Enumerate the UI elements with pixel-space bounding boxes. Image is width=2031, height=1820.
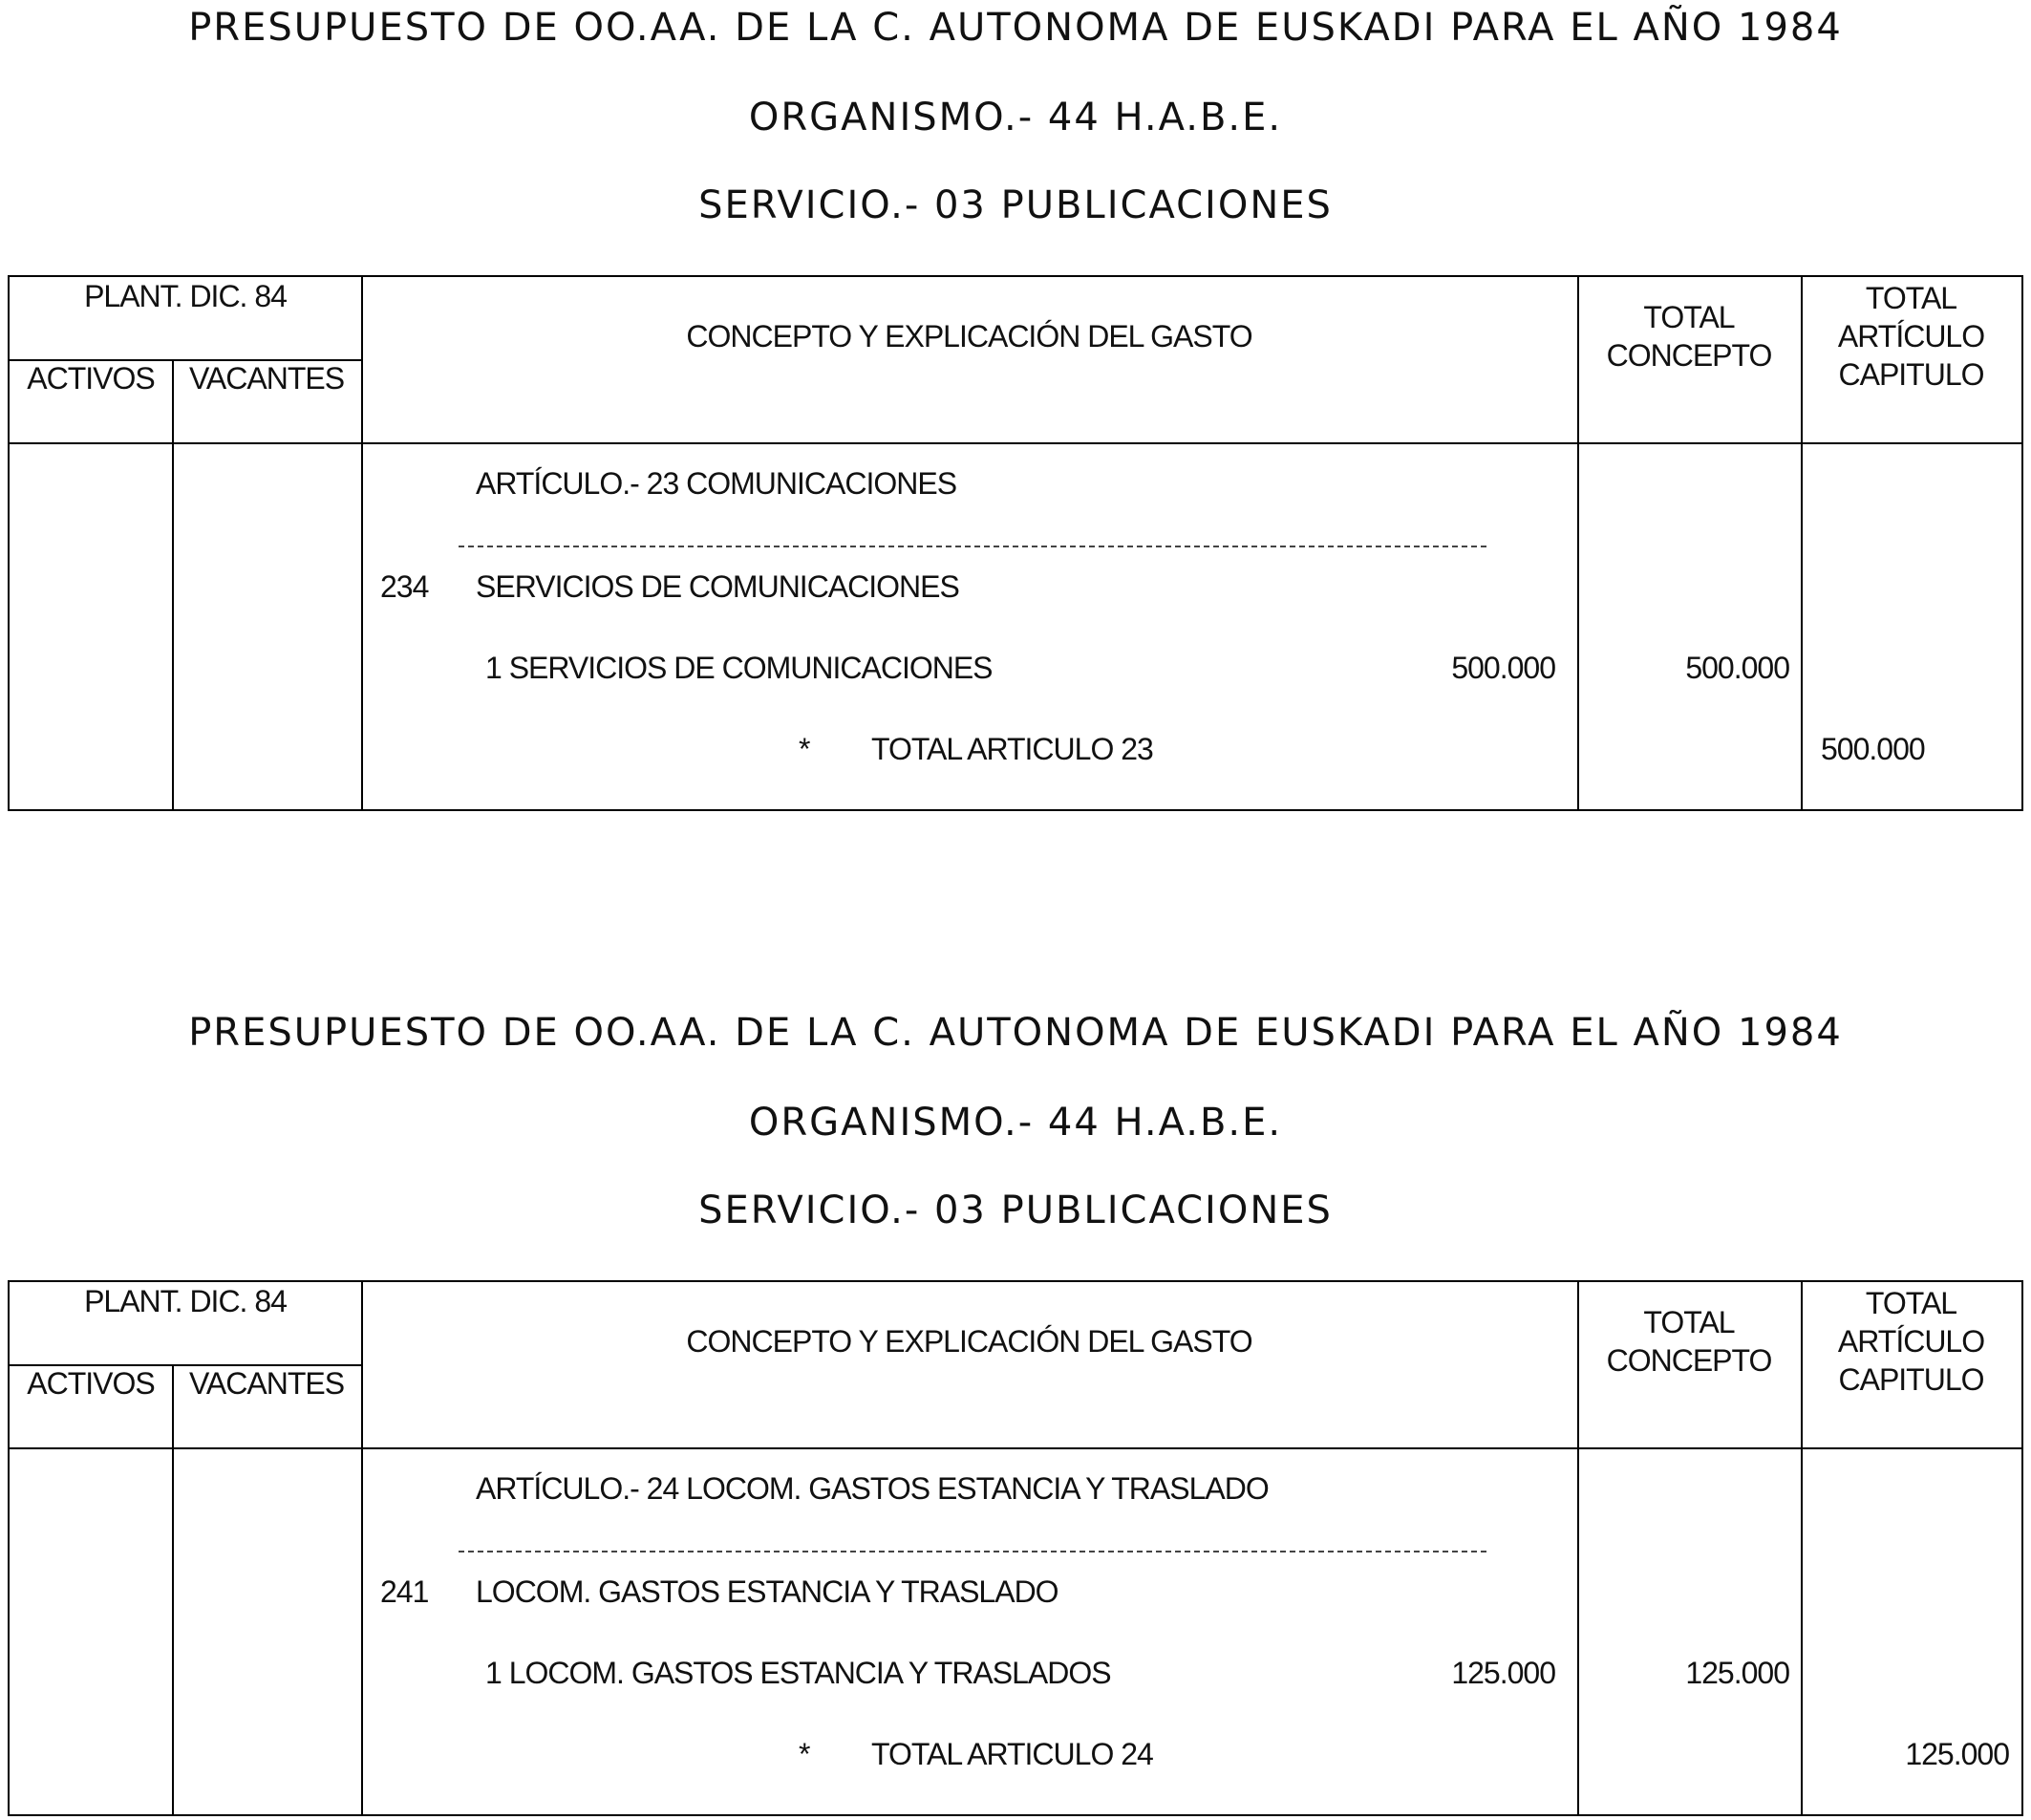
subconcepto-amount: 500.000	[1451, 651, 1555, 685]
concepto-code: 234	[380, 569, 429, 604]
total-articulo-header-line1: TOTAL	[1865, 1286, 1957, 1320]
total-articulo-label: TOTAL ARTICULO 24	[871, 1737, 1153, 1771]
total-articulo-header-line1: TOTAL	[1865, 281, 1957, 315]
plant-header: PLANT. DIC. 84	[84, 279, 287, 313]
total-concepto-header-line2: CONCEPTO	[1606, 1343, 1772, 1378]
total-articulo-header-line3: CAPITULO	[1838, 1362, 1984, 1397]
budget-section-2	[0, 1005, 2031, 1820]
concepto-code: 241	[380, 1574, 429, 1609]
total-concepto-header-line1: TOTAL	[1643, 1305, 1735, 1339]
total-concepto-value: 500.000	[1685, 651, 1789, 685]
total-concepto-value: 125.000	[1685, 1656, 1789, 1690]
subconcepto-amount: 125.000	[1451, 1656, 1555, 1690]
dashed-separator	[459, 1551, 1486, 1552]
total-marker: *	[799, 732, 810, 766]
concepto-header: CONCEPTO Y EXPLICACIÓN DEL GASTO	[686, 319, 1252, 353]
total-articulo-value: 125.000	[1905, 1737, 2009, 1771]
articulo-title: ARTÍCULO.- 23 COMUNICACIONES	[476, 466, 957, 501]
total-concepto-header-line2: CONCEPTO	[1606, 338, 1772, 373]
total-concepto-header-line1: TOTAL	[1643, 300, 1735, 334]
activos-header: ACTIVOS	[27, 1366, 155, 1401]
document-title: PRESUPUESTO DE OO.AA. DE LA C. AUTONOMA DE EUSKADI PARA EL AÑO 1984	[188, 6, 1843, 50]
organismo-heading: ORGANISMO.- 44 H.A.B.E.	[748, 96, 1283, 139]
servicio-heading: SERVICIO.- 03 PUBLICACIONES	[698, 183, 1333, 227]
concepto-name: LOCOM. GASTOS ESTANCIA Y TRASLADO	[476, 1574, 1058, 1609]
articulo-title: ARTÍCULO.- 24 LOCOM. GASTOS ESTANCIA Y TRASLADO	[476, 1471, 1269, 1506]
dashed-separator	[459, 546, 1486, 547]
activos-header: ACTIVOS	[27, 361, 155, 396]
concepto-name: SERVICIOS DE COMUNICACIONES	[476, 569, 959, 604]
document-title: PRESUPUESTO DE OO.AA. DE LA C. AUTONOMA DE EUSKADI PARA EL AÑO 1984	[188, 1011, 1843, 1055]
subconcepto-name: 1 SERVICIOS DE COMUNICACIONES	[485, 651, 993, 685]
total-marker: *	[799, 1737, 810, 1771]
organismo-heading: ORGANISMO.- 44 H.A.B.E.	[748, 1101, 1283, 1145]
total-articulo-header-line2: ARTÍCULO	[1837, 1324, 1985, 1359]
total-articulo-header-line3: CAPITULO	[1838, 357, 1984, 392]
budget-section-1	[0, 0, 2031, 822]
vacantes-header: VACANTES	[188, 361, 345, 396]
total-articulo-header-line2: ARTÍCULO	[1837, 319, 1985, 353]
concepto-header: CONCEPTO Y EXPLICACIÓN DEL GASTO	[686, 1324, 1252, 1359]
total-articulo-label: TOTAL ARTICULO 23	[871, 732, 1153, 766]
plant-header: PLANT. DIC. 84	[84, 1284, 287, 1318]
total-articulo-value: 500.000	[1821, 732, 1925, 766]
servicio-heading: SERVICIO.- 03 PUBLICACIONES	[698, 1188, 1333, 1232]
subconcepto-name: 1 LOCOM. GASTOS ESTANCIA Y TRASLADOS	[485, 1656, 1111, 1690]
budget-table	[8, 275, 2023, 811]
budget-table	[8, 1280, 2023, 1816]
vacantes-header: VACANTES	[188, 1366, 345, 1401]
